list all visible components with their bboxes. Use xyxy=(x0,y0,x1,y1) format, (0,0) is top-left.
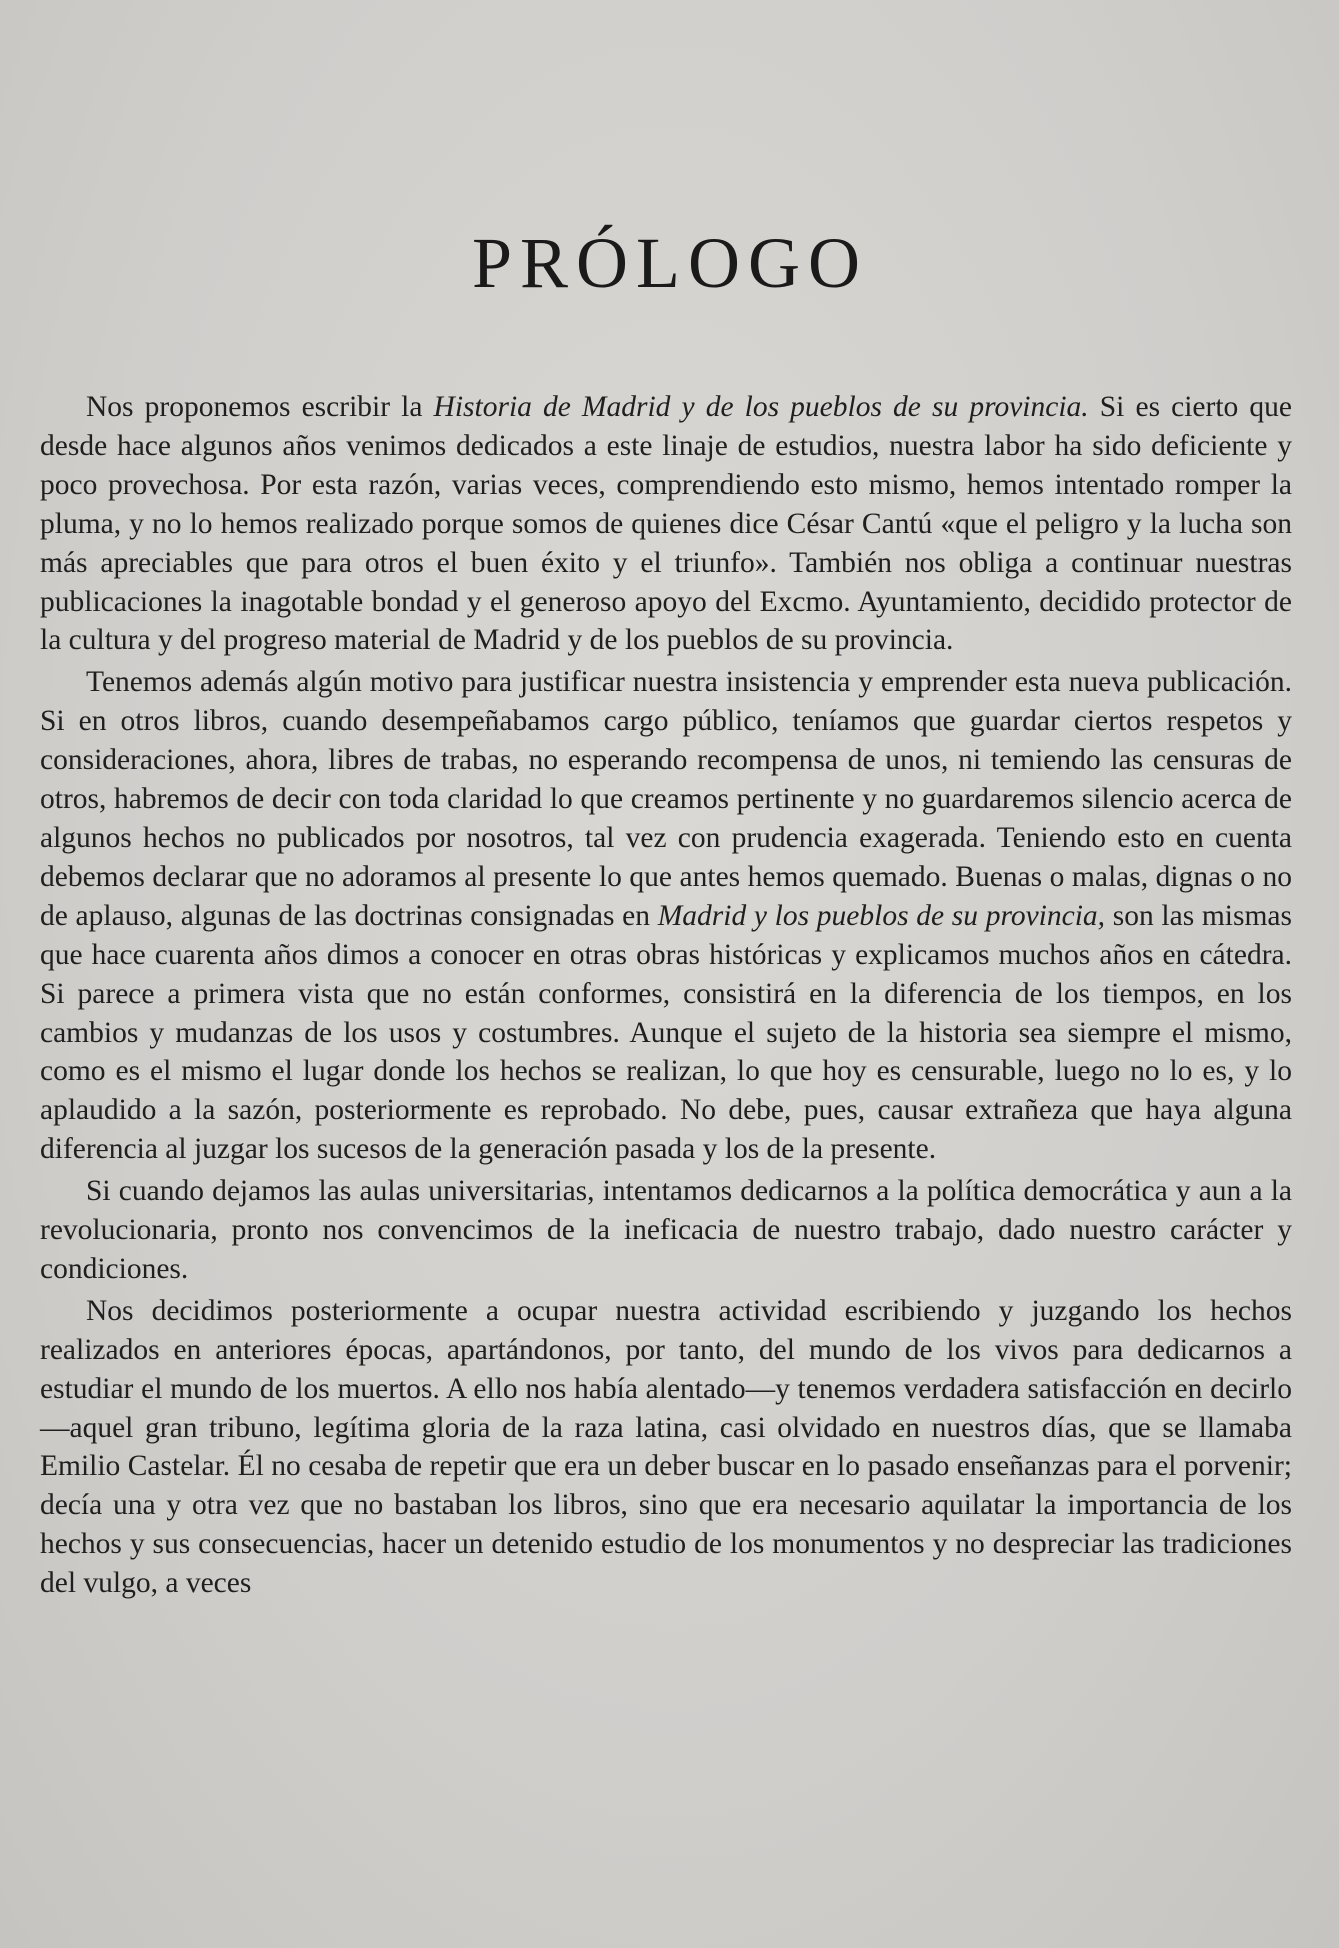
paragraph-text: son las mismas que hace cuarenta años dimos a conocer en otras obras históricas y explicamos muchos años en cátedra. Si parece a primera vista que no están conformes, consistirá en la diferencia de los tiempos, en los cambios y mudanzas de los usos y costumbres. Aunque el sujeto de la historia sea siempre el mismo, como es el mismo el lugar donde los hechos se realizan, lo que hoy es censurable, luego no lo es, y lo aplaudido a la sazón, posteriormente es reprobado. No debe, pues, causar extrañeza que haya alguna diferencia al juzgar los sucesos de la generación pasada y los de la presente. xyxy=(40,899,1292,1166)
paragraph xyxy=(40,1292,1292,1603)
paragraph xyxy=(40,388,1292,660)
paragraph xyxy=(40,663,1292,1169)
paragraph-text: Nos proponemos escribir la xyxy=(86,391,434,423)
page-title: PRÓLOGO xyxy=(471,223,869,303)
italic-title-text: Madrid y los pueblos de su provincia, xyxy=(657,899,1106,932)
paragraph-text: Si es cierto que desde hace algunos años venimos dedicados a este linaje de estudios, nuestra labor ha sido deficiente y poco provechosa. Por esta razón, varias veces, comprendiendo esto mismo, hemos intentado romper la pluma, y no lo hemos realizado porque somos de quienes dice César Cantú «que el peligro y la lucha son más apreciables que para otros el buen éxito y el triunfo». También nos obliga a continuar nuestras publicaciones la inagotable bondad y el generoso apoyo del Excmo. Ayuntamiento, decidido protector de la cultura y del progreso material de Madrid y de los pueblos de su provincia. xyxy=(40,391,1292,657)
italic-title-text: Historia de Madrid y de los pueblos de su provincia. xyxy=(433,391,1089,423)
body-text xyxy=(40,388,1292,1606)
document-page xyxy=(40,0,1300,1948)
paragraph-text: Tenemos además algún motivo para justificar nuestra insistencia y emprender esta nueva publicación. Si en otros libros, cuando desempeñabamos cargo público, teníamos que guardar ciertos respetos y consideraciones, ahora, libres de trabas, no esperando recompensa de unos, ni temiendo las censuras de otros, habremos de decir con toda claridad lo que creamos pertinente y no guardaremos silencio acerca de algunos hechos no publicados por nosotros, tal vez con prudencia exagerada. Teniendo esto en cuenta debemos declarar que no adoramos al presente lo que antes hemos quemado. Buenas o malas, dignas o no de aplauso, algunas de las doctrinas consignadas en xyxy=(40,666,1292,932)
paragraph-text: Si cuando dejamos las aulas universitarias, intentamos dedicarnos a la política democrática y aun a la revolucionaria, pronto nos convencimos de la ineficacia de nuestro trabajo, dado nuestro carácter y condiciones. xyxy=(40,1175,1292,1285)
paragraph-text: Nos decidimos posteriormente a ocupar nuestra actividad escribiendo y juzgando los hechos realizados en anteriores épocas, apartándonos, por tanto, del mundo de los vivos para dedicarnos a estudiar el mundo de los muertos. A ello nos había alentado—y tenemos verdadera satisfacción en decirlo—aquel gran tribuno, legítima gloria de la raza latina, casi olvidado en nuestros días, que se llamaba Emilio Castelar. Él no cesaba de repetir que era un deber buscar en lo pasado enseñanzas para el porvenir; decía una y otra vez que no bastaban los libros, sino que era necesario aquilatar la importancia de los hechos y sus consecuencias, hacer un detenido estudio de los monumentos y no despreciar las tradiciones del vulgo, a veces xyxy=(40,1294,1292,1600)
paragraph xyxy=(40,1172,1292,1289)
